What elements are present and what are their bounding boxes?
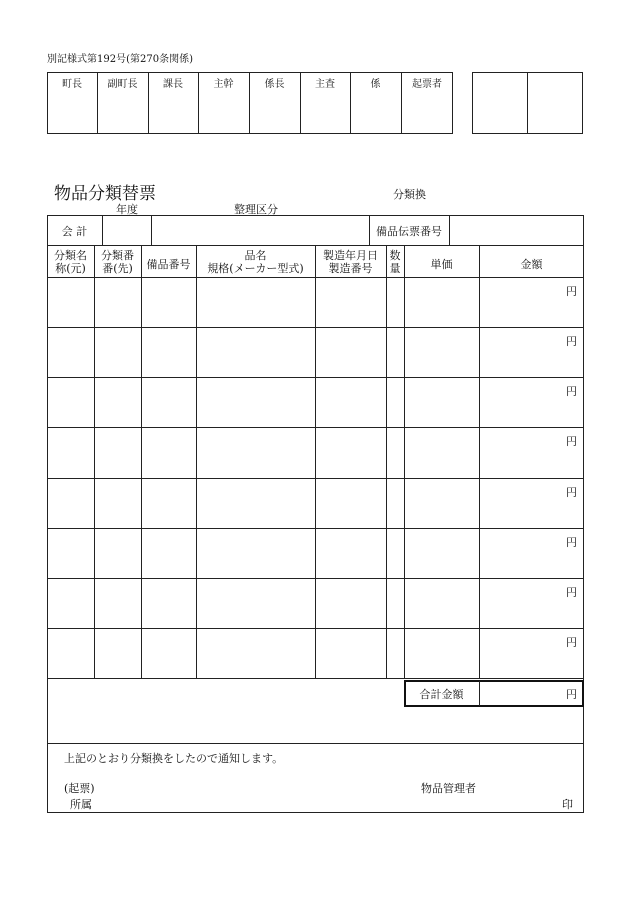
seal-label: 印: [562, 798, 573, 811]
approval-label-mayor: 町長: [62, 79, 82, 90]
row5-yen: 円: [566, 486, 577, 499]
total-yen: 円: [566, 688, 577, 701]
header-bunrui-moto: 分類名 称(元): [54, 249, 87, 275]
seiri-kubun-label: 整理区分: [234, 203, 278, 216]
header-bihin-bango: 備品番号: [146, 258, 191, 271]
subtitle-reclassification: 分類換: [393, 188, 426, 201]
form-number: 別記様式第192号(第270条関係): [47, 54, 193, 65]
manager-label: 物品管理者: [421, 782, 476, 795]
approval-label-director: 主幹: [213, 79, 234, 90]
row7-yen: 円: [566, 586, 577, 599]
notice-text: 上記のとおり分類換をしたので通知します。: [64, 752, 284, 765]
row3-yen: 円: [566, 385, 577, 398]
total-amount-label: 合計金額: [419, 688, 464, 701]
header-bunrui-saki: 分類番 番(先): [101, 249, 134, 275]
header-seizo: 製造年月日 製造番号: [323, 249, 378, 275]
row1-yen: 円: [566, 285, 577, 298]
header-suryo: 数 量: [389, 249, 401, 275]
approval-label-subsection-chief: 係長: [264, 79, 285, 90]
row4-yen: 円: [566, 435, 577, 448]
kaikei-label: 会 計: [61, 225, 88, 238]
approval-label-staff: 係: [370, 79, 381, 90]
header-tanka: 単価: [430, 258, 453, 271]
row2-yen: 円: [566, 335, 577, 348]
shozoku-label: 所属: [70, 798, 92, 811]
header-kingaku: 金額: [520, 258, 543, 271]
header-hinmei-kikaku: 品名 規格(メーカー型式): [207, 249, 304, 275]
row6-yen: 円: [566, 536, 577, 549]
fiscal-year-label: 年度: [116, 203, 138, 216]
page-title: 物品分類替票: [54, 184, 156, 204]
approval-label-section-chief: 課長: [163, 79, 183, 90]
approval-label-drafter: 起票者: [412, 79, 442, 90]
bihin-denpyo-label: 備品伝票番号: [376, 225, 442, 238]
approval-label-senior-staff: 主査: [315, 79, 335, 90]
approval-label-deputy-mayor: 副町長: [107, 79, 138, 90]
kihyo-label: (起票): [64, 782, 95, 795]
row8-yen: 円: [566, 636, 577, 649]
